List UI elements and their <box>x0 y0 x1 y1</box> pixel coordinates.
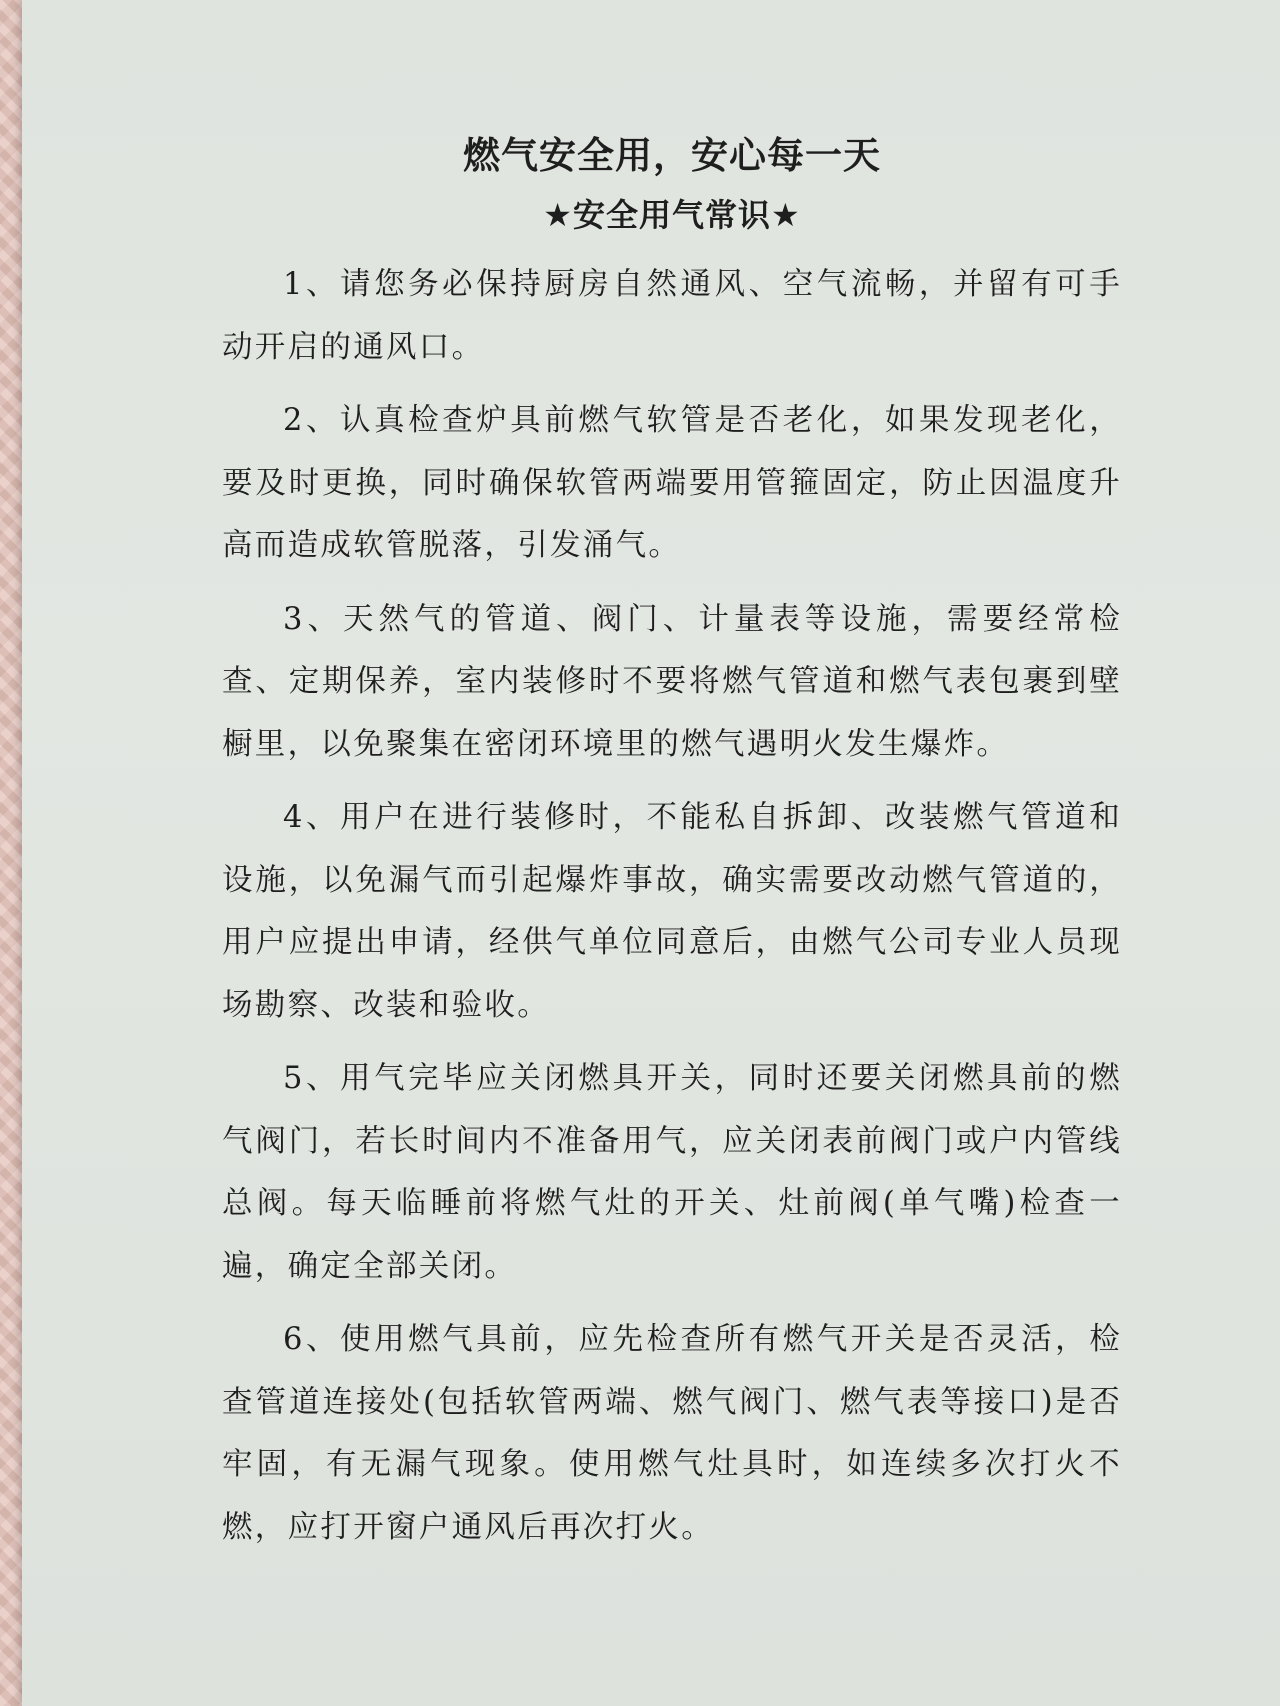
section-heading: ★安全用气常识★ <box>543 196 801 234</box>
safety-tip-1: 1、请您务必保持厨房自然通风、空气流畅，并留有可手动开启的通风口。 <box>222 267 1122 365</box>
safety-tip-4: 4、用户在进行装修时，不能私自拆卸、改装燃气管道和设施，以免漏气而引起爆炸事故，确实需要改动燃气管道的，用户应提出申请，经供气单位同意后，由燃气公司专业人员现场勘察、改装和验收。 <box>222 800 1122 1023</box>
paper-sheet <box>22 0 1280 1706</box>
safety-tip-2: 2、认真检查炉具前燃气软管是否老化，如果发现老化，要及时更换，同时确保软管两端要用管箍固定，防止因温度升高而造成软管脱落，引发涌气。 <box>222 403 1122 563</box>
document-body <box>222 124 1122 1570</box>
safety-tip-3: 3、天然气的管道、阀门、计量表等设施，需要经常检查、定期保养，室内装修时不要将燃气管道和燃气表包裹到壁橱里，以免聚集在密闭环境里的燃气遇明火发生爆炸。 <box>222 601 1122 762</box>
safety-tip-6: 6、使用燃气具前，应先检查所有燃气开关是否灵活，检查管道连接处(包括软管两端、燃气阀门、燃气表等接口)是否牢固，有无漏气现象。使用燃气灶具时，如连续多次打火不燃，应打开窗户通风后再次打火。 <box>222 1322 1122 1545</box>
safety-tip-5: 5、用气完毕应关闭燃具开关，同时还要关闭燃具前的燃气阀门，若长时间内不准备用气，应关闭表前阀门或户内管线总阀。每天临睡前将燃气灶的开关、灶前阀(单气嘴)检查一遍，确定全部关闭。 <box>222 1061 1122 1284</box>
document-title: 燃气安全用，安心每一天 <box>463 134 881 177</box>
